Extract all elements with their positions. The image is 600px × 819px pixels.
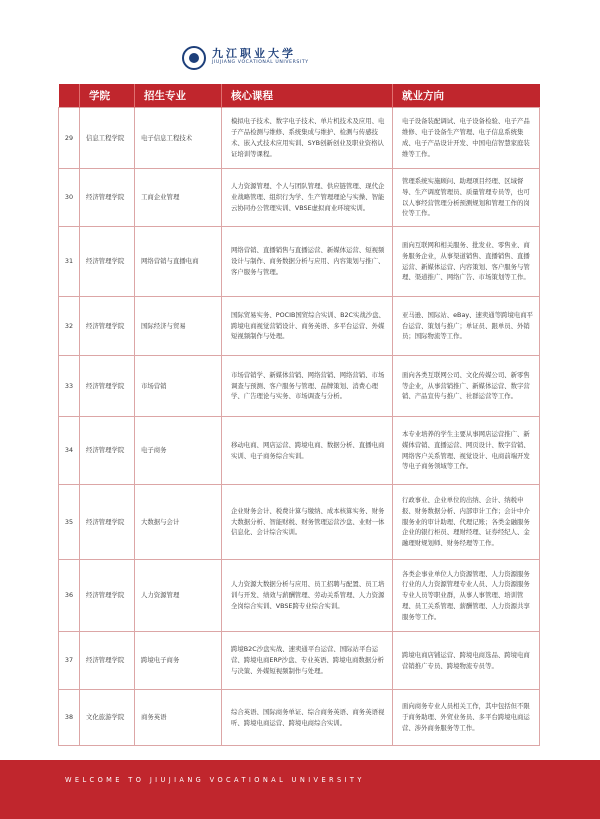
row-jobs: 各类企事业单位人力资源管理、人力资源服务行业的人力资源管理专业人员、人力资源服务专业人员等职业群，从事人事管理、培训管理、员工关系管理、薪酬管理、人力资源共享服务等工作。 [393,560,540,632]
row-courses: 模拟电子技术、数字电子技术、单片机技术及应用、电子产品检测与维修、系统集成与维护、检测与传感技术、嵌入式技术应用实训、SYB创新创业及职业资格认证培训等课程。 [222,108,393,169]
row-college: 经济管理学院 [80,485,135,560]
table-row [59,632,540,690]
row-jobs: 跨境电商店铺运营、跨境电商选品、跨境电商营销推广专员、跨境物流专员等。 [393,632,540,690]
row-major: 商务英语 [135,690,222,746]
row-courses: 人力资源管理、个人与团队管理、供应链管理、现代企业战略管理、组织行为学、生产管理理论与实操、智能云协同办公管理实训、VBSE虚拟商业环境实训。 [222,169,393,227]
majors-table [58,84,540,746]
row-number: 30 [59,169,80,227]
table-row [59,297,540,356]
row-number: 37 [59,632,80,690]
row-major: 大数据与会计 [135,485,222,560]
row-college: 经济管理学院 [80,417,135,485]
row-courses: 国际贸易实务、POCIB国贸综合实训、B2C实战沙盘、跨境电商视觉营销设计、商务英语、多平台运营、外媒短视频制作与处理。 [222,297,393,356]
row-courses: 市场营销学、新媒体营销、网络营销、网络营销、市场调查与预测、客户服务与管理、品牌策划、消费心理学、广告理论与实务、市场调查与分析。 [222,356,393,417]
row-courses: 网络营销、直播销售与直播运营、新媒体运营、短视频设计与制作、商务数据分析与应用、内容策划与推广、客户服务与管理。 [222,227,393,297]
table-row [59,108,540,169]
row-number: 34 [59,417,80,485]
row-major: 跨境电子商务 [135,632,222,690]
row-jobs: 本专业培养的学生主要从事网店运营推广、新媒体营销、直播运营、网页设计、数字营销、网络客户关系管理、视觉设计、电商前端开发等电子商务领域等工作。 [393,417,540,485]
footer-slogan: WELCOME TO JIUJIANG VOCATIONAL UNIVERSITY [65,776,365,784]
row-college: 经济管理学院 [80,632,135,690]
row-number: 32 [59,297,80,356]
row-major: 工商企业管理 [135,169,222,227]
row-college: 经济管理学院 [80,356,135,417]
row-college: 经济管理学院 [80,169,135,227]
row-college: 信息工程学院 [80,108,135,169]
row-jobs: 面向商务专业人员相关工作，其中包括但不限于商务助理、外贸业务员、多平台跨境电商运营、涉外商务服务等工作。 [393,690,540,746]
row-jobs: 亚马逊、国际站、eBay、速卖通等跨境电商平台运营、策划与推广；单证员、跟单员、外销员；国际物流等工作。 [393,297,540,356]
row-college: 经济管理学院 [80,560,135,632]
table-header [59,84,540,108]
row-jobs: 电子设备装配调试、电子设备检验、电子产品维修、电子设备生产管理、电子信息系统集成、电子产品设计开发、中国电信智慧家庭装维等工作。 [393,108,540,169]
row-jobs: 面向各类互联网公司、文化传媒公司、新零售等企业，从事营销推广、新媒体运营、数字营销、产品宣传与推广、社群运营等工作。 [393,356,540,417]
logo-english-name: JIUJIANG VOCATIONAL UNIVERSITY [212,60,309,65]
table-row [59,356,540,417]
row-number: 35 [59,485,80,560]
table-row [59,169,540,227]
header-college: 学院 [80,84,135,108]
university-emblem-icon [182,46,206,70]
header-courses: 核心课程 [222,84,393,108]
row-courses: 跨境B2C沙盘实战、速卖通平台运营、国际站平台运营、跨境电商ERP沙盘、专业英语、跨境电商数据分析与决策、外媒短视频制作与处理。 [222,632,393,690]
header-jobs: 就业方向 [393,84,540,108]
university-logo [182,44,422,72]
row-college: 经济管理学院 [80,227,135,297]
table-row [59,417,540,485]
row-number: 31 [59,227,80,297]
row-jobs: 行政事业、企业单位的出纳、会计、纳税申报、财务数据分析、内部审计工作；会计中介服务业的审计助理、代理记账；各类金融服务企业的银行柜员、理财经理、证券经纪人、金融理财规划师、财务经理等工作。 [393,485,540,560]
row-major: 市场营销 [135,356,222,417]
footer-band [0,760,600,819]
row-major: 人力资源管理 [135,560,222,632]
row-number: 29 [59,108,80,169]
row-courses: 企业财务会计、税费计算与缴纳、成本核算实务、财务大数据分析、智能财税、财务管理运营沙盘、业财一体信息化、会计综合实训。 [222,485,393,560]
row-college: 文化旅游学院 [80,690,135,746]
table-row [59,560,540,632]
row-college: 经济管理学院 [80,297,135,356]
row-courses: 人力资源大数据分析与应用、员工招聘与配置、员工培训与开发、绩效与薪酬管理、劳动关系管理、人力资源全岗综合实训、VBSE跨专业综合实训。 [222,560,393,632]
row-jobs: 面向互联网和相关服务、批发业、零售业、商务服务企业，从事渠道销售、直播销售、直播运营、新媒体运营、内容策划、客户服务与管理、渠道推广、网络广告、市场策划等工作。 [393,227,540,297]
row-major: 网络营销与直播电商 [135,227,222,297]
row-courses: 综合英语、国际商务单证、综合商务英语、商务英语视听、跨境电商运营、跨境电商综合实训。 [222,690,393,746]
header-major: 招生专业 [135,84,222,108]
table-row [59,485,540,560]
row-major: 电子商务 [135,417,222,485]
row-number: 36 [59,560,80,632]
row-major: 电子信息工程技术 [135,108,222,169]
header-num [59,84,80,108]
row-jobs: 管理系统实施顾问、助理项目经理、区域督导、生产调度管理员、质量管理专员等，也可以人事经营管理分析预测规划和管理工作的岗位等工作。 [393,169,540,227]
row-major: 国际经济与贸易 [135,297,222,356]
row-number: 33 [59,356,80,417]
row-number: 38 [59,690,80,746]
table-row [59,227,540,297]
row-courses: 移动电商、网店运营、跨境电商、数据分析、直播电商实训、电子商务综合实训。 [222,417,393,485]
logo-chinese-name: 九江职业大学 [212,47,296,60]
table-row [59,690,540,746]
